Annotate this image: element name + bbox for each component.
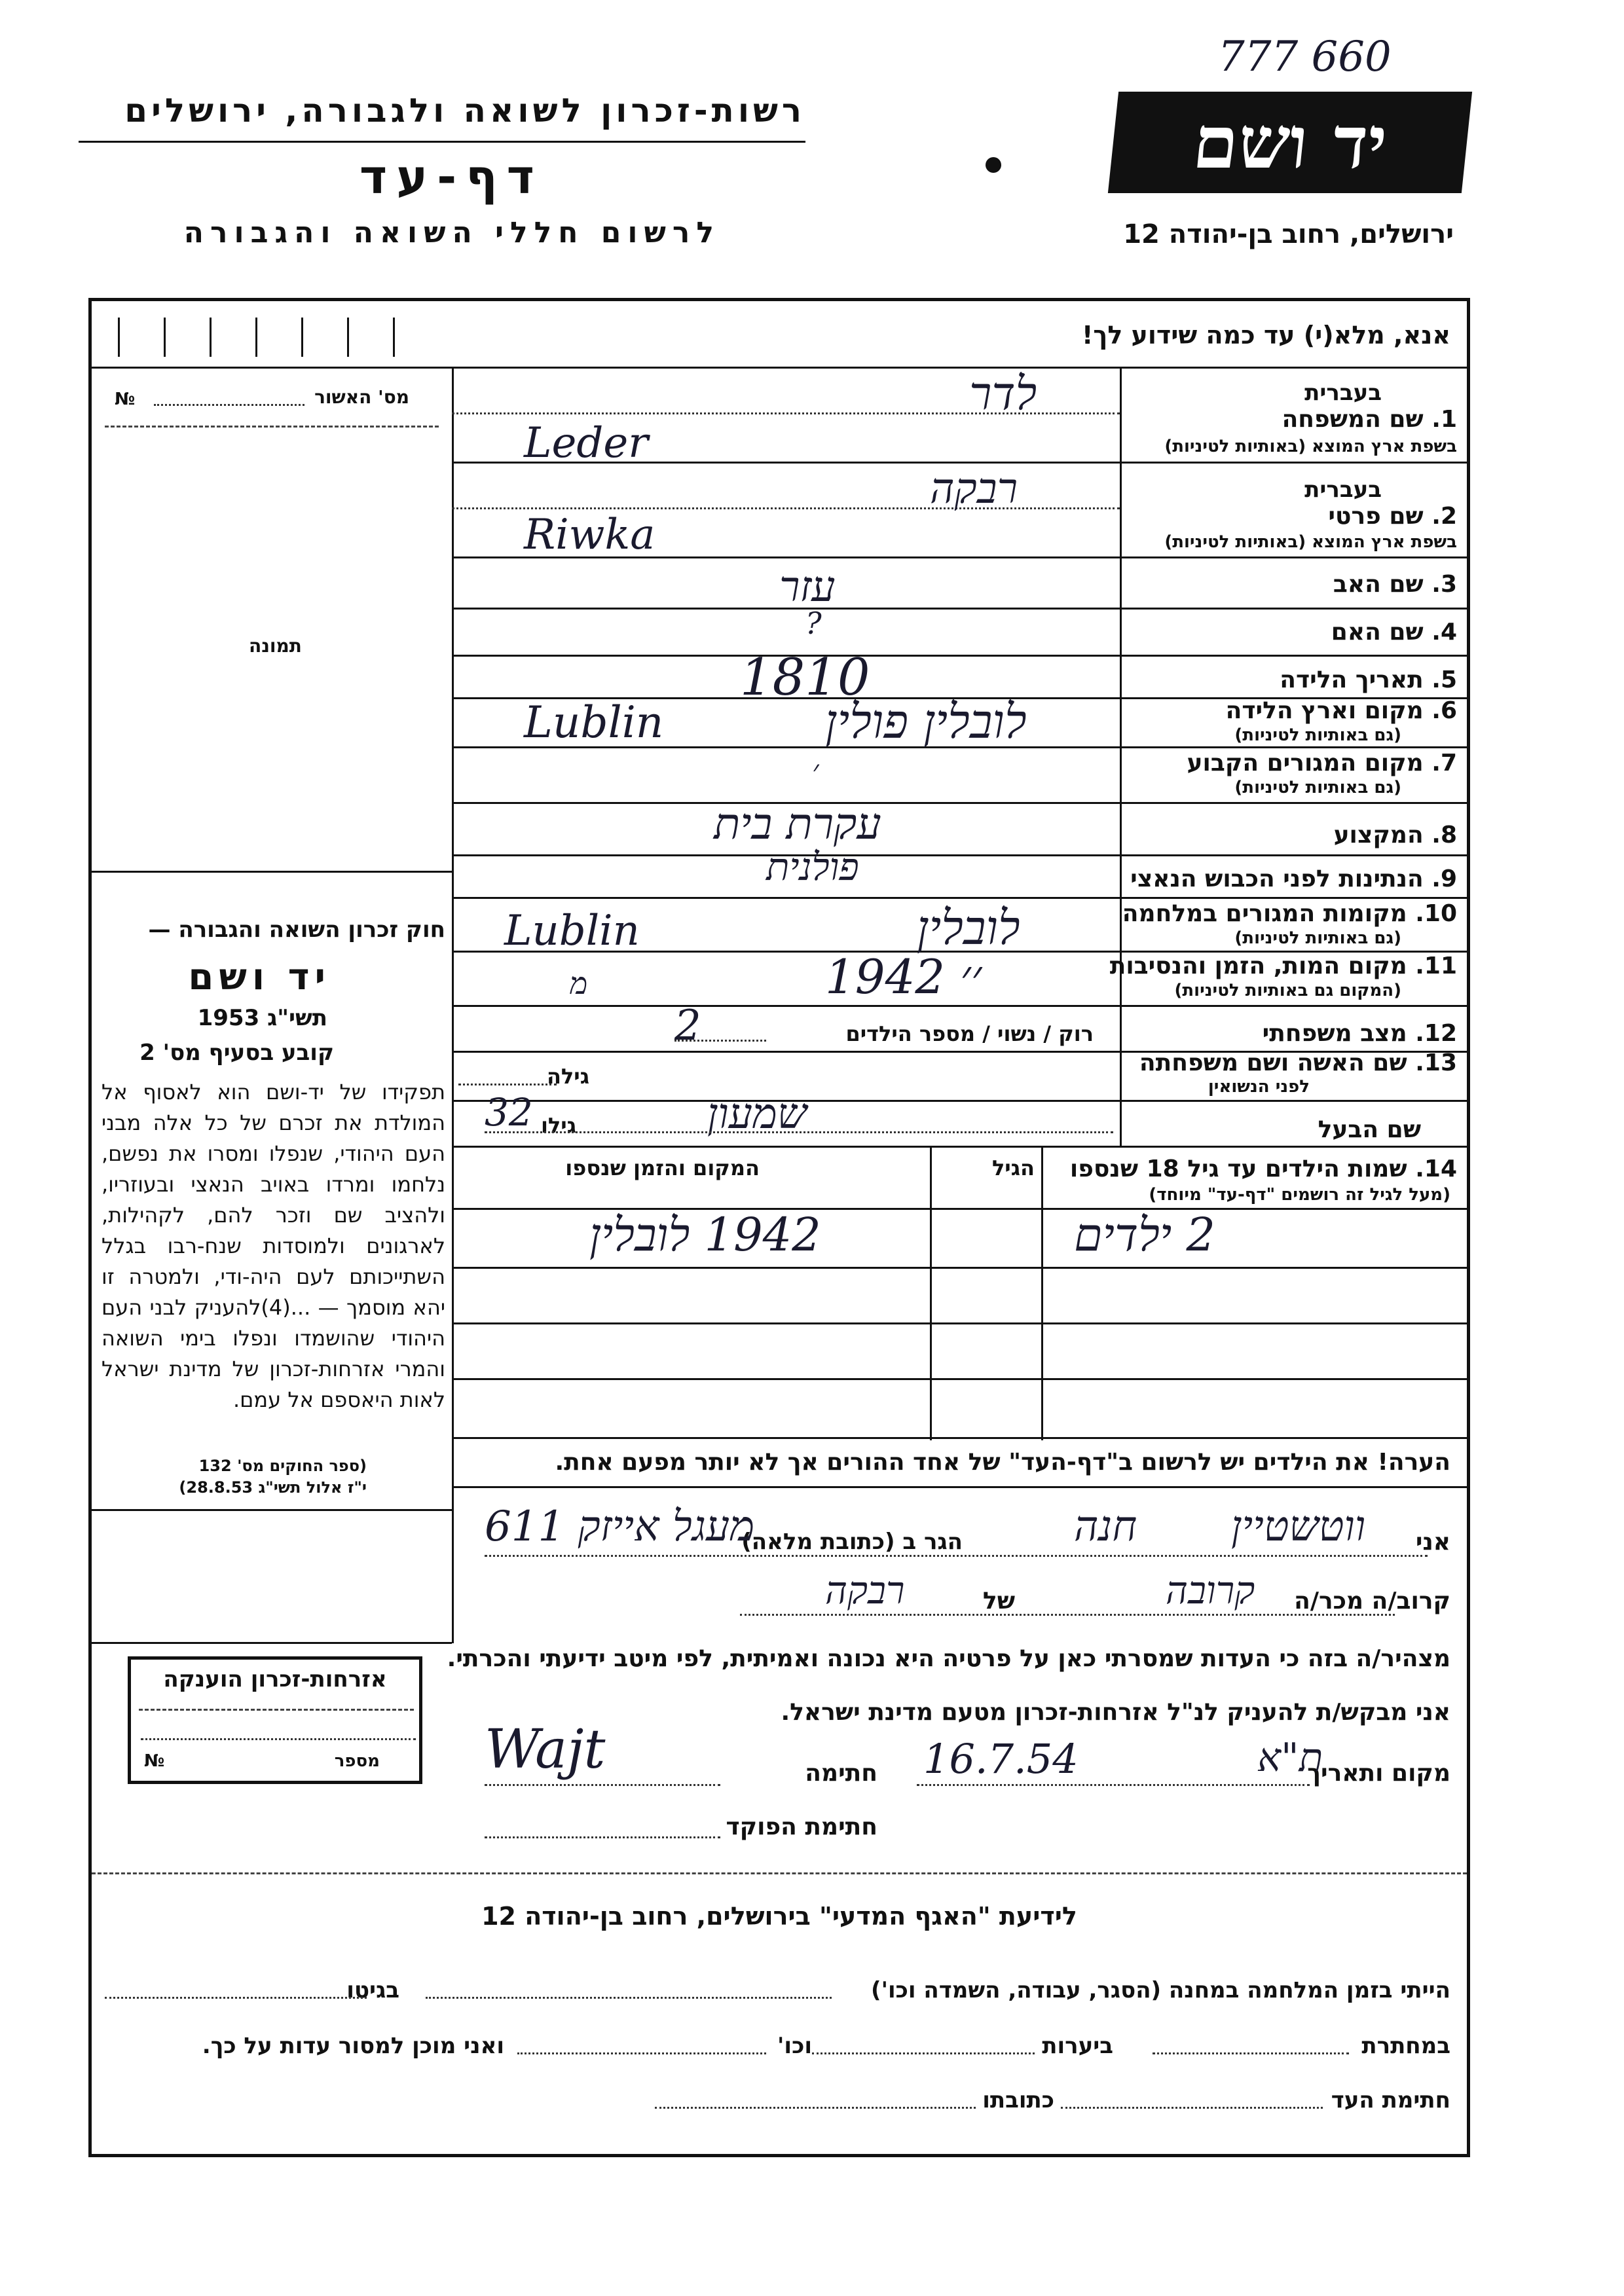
permit-no-mark: № [115, 390, 136, 409]
field-10-sub: (גם באותיות לטיניות) [1234, 928, 1401, 948]
husband-age: 32 [485, 1090, 533, 1135]
field-14-label: 14. שמות הילדים עד גיל 18 שנספו [1069, 1156, 1457, 1182]
relation-value: קרובה [1166, 1568, 1255, 1613]
field-7-label: 7. מקום המגורים הקבוע [1187, 750, 1457, 776]
law-ref-1: (ספר החוקים מס' 132 [198, 1457, 367, 1475]
field-13-sub: לפני הנשואין [1208, 1077, 1310, 1097]
birth-place-latin: Lublin [524, 697, 664, 748]
footer-witness-signature: חתימת העד [1331, 2087, 1450, 2113]
declarant-surname: ווטשטיין [1231, 1503, 1366, 1551]
relative-label: קרוב/ה מכר/ה [1294, 1588, 1450, 1614]
permit-label: מס' האשור [314, 386, 409, 408]
declare-text: מצהיר/ה בזה כי העדות שמסרתי כאן על פרטיה היא נכונה ואמיתית, לפי מיטב ידיעתי והכרתי. [447, 1645, 1450, 1672]
of-value: רבקה [825, 1568, 905, 1613]
footer-underground: במחתרת [1361, 2033, 1450, 2059]
tick-marks [92, 318, 452, 363]
field-4-label: 4. שם האם [1331, 619, 1457, 646]
child-1-place: 1942 לובלין [589, 1208, 821, 1262]
authority-name: רשות-זכרון לשואה ולגבורה, ירושלים [124, 92, 805, 130]
photo-label: תמונה [249, 635, 302, 657]
intro-text: אנא, מלא(י) עד כמה שידוע לך! [1082, 321, 1450, 350]
surname-latin: Leder [524, 419, 648, 467]
wartime-residence-hebrew: לובלין [917, 900, 1020, 955]
nationality: פולנית [766, 845, 859, 889]
field-2-label: 2. שם פרטי [1328, 503, 1457, 530]
center-dot [986, 157, 1001, 173]
col-place-header: המקום והזמן שנספו [565, 1156, 760, 1180]
form-title: דף-עד [359, 149, 544, 204]
date-value: 16.7.54 [923, 1735, 1079, 1783]
law-title: חוק זכרון השואה והגבורה — [148, 917, 445, 943]
certificate-title: אזרחות-זכרון הוענקה [163, 1666, 387, 1692]
field-14-sub: (מעל לגיל זה רושמים "דף-עד" מיוחד) [1149, 1185, 1450, 1205]
archive-number: 777 660 [1218, 33, 1392, 81]
field-1-heb-tag: בעברית [1304, 380, 1382, 406]
declarant-ani: אני [1415, 1529, 1450, 1556]
signature: Wajt [485, 1719, 606, 1781]
law-name: יד ושם [188, 956, 331, 998]
footer-willing: ואני מוכן למסור עדות על כך. [202, 2033, 504, 2059]
request-text: אני מבקש/ת להעניק לנ"ל אזרחות-זכרון מטעם מדינת ישראל. [781, 1699, 1450, 1726]
footer-forests: ביערות [1042, 2033, 1113, 2059]
child-1-name: 2 ילדים [1074, 1208, 1216, 1262]
col-age-header: הגיל [991, 1156, 1035, 1180]
footer-etc: וכו' [777, 2033, 812, 2059]
law-ref-2: י"ז אלול תשי"ג 28.8.53) [179, 1478, 367, 1497]
marital-options: רוק / נשוי / מספר הילדים [845, 1021, 1094, 1046]
field-1-sub: בשפת ארץ המוצא (באותיות לטיניות) [1164, 437, 1457, 456]
law-year: תשי"ג 1953 [197, 1005, 327, 1031]
husband-name: שמעון [707, 1090, 807, 1139]
law-text: תפקידו של יד-ושם הוא לאסוף אל המולדת את זכרם של כל אלה מבני העם היהודי, שנפלו ומסרו את נפשם, נלחמו ומרדו באויב הנאצי ובעוזריו, ולהציב שם וזכר להם, לקהילות, לארגונים ולמוסדות שנח-רבו בגלל השתייכותם לעם היה-ודי, ולמטרה זו יהא מוסמך — ...(4)להעניק לבני העם היהודי שהושמדו ונפלו בימי השואה והמרי אזרחות-זכרון של מדינת ישראל לאות היאספם אל עמם. [101, 1080, 446, 1412]
place-value: ת"א [1257, 1735, 1323, 1781]
field-2-sub: בשפת ארץ המוצא (באותיות לטיניות) [1164, 532, 1457, 552]
logo-text: יד ושם [1189, 100, 1392, 185]
birth-place-hebrew: לובלין פולין [825, 694, 1027, 749]
field-11-label: 11. מקום המות, הזמן והנסיבות [1109, 953, 1457, 979]
certificate-number-mark: № [144, 1751, 165, 1771]
mother-name: ? [805, 606, 822, 641]
father-name: עזר [779, 563, 836, 611]
field-6-sub: (גם באותיות לטיניות) [1234, 725, 1401, 745]
note-text: הערה! את הילדים יש לרשום ב"דף-העד" של אחד ההורים אך לא יותר מפעם אחת. [555, 1449, 1450, 1476]
certificate-number-label: מספר [334, 1751, 380, 1771]
declarant-address: מעגל אייזק 611 [485, 1503, 755, 1551]
of-label: של [982, 1588, 1015, 1614]
place-date-label: מקום ותאריך [1307, 1760, 1450, 1787]
children-count: 2 [674, 1002, 701, 1050]
husband-age-label: גילו [540, 1113, 576, 1138]
officer-label: חתימת הפוקד [726, 1813, 877, 1840]
wife-age-label: גילה [546, 1064, 589, 1089]
footer-ghetto: בגיטו [346, 1977, 399, 2003]
certificate-box [128, 1656, 422, 1784]
field-11-sub: (המקום גם באותיות לטיניות) [1174, 981, 1401, 1000]
firstname-hebrew: רבקה [930, 465, 1018, 513]
profession: עקרת בית [714, 799, 881, 849]
surname-hebrew: לדר [969, 367, 1037, 420]
declarant-firstname: חנה [1074, 1503, 1137, 1551]
field-10-label: 10. מקומות המגורים במלחמה [1122, 900, 1457, 927]
firstname-latin: Riwka [524, 511, 655, 559]
husband-label: שם הבעל [1318, 1116, 1421, 1143]
field-6-label: 6. מקום וארץ הלידה [1225, 697, 1457, 724]
signature-label: חתימה [805, 1760, 877, 1787]
footer-line-1: הייתי בזמן המלחמה במחנה (הסגר, עבודה, השמדה וכו') [871, 1977, 1450, 2003]
field-12-label: 12. מצב משפחתי [1262, 1020, 1457, 1047]
footer-title: לידיעת "האגף המדעי" בירושלים, רחוב בן-יהודה 12 [481, 1902, 1077, 1931]
field-13-label: 13. שם האשה ושם משפחתה [1139, 1049, 1457, 1076]
field-7-sub: (גם באותיות לטיניות) [1234, 778, 1401, 797]
death-year: 1942 ׳׳ [825, 949, 982, 1004]
yad-vashem-logo [1108, 92, 1472, 193]
field-8-label: 8. המקצוע [1333, 822, 1457, 848]
address: ירושלים, רחוב בן-יהודה 12 [1123, 219, 1454, 249]
residence-value: ׳ [812, 753, 819, 788]
field-1-label: 1. שם המשפחה [1282, 406, 1457, 433]
death-note: מ [570, 966, 588, 1001]
field-3-label: 3. שם האב [1333, 571, 1457, 598]
wartime-residence-latin: Lublin [504, 907, 640, 955]
lives-label: הגר ב (כתובת מלאה) [741, 1529, 963, 1555]
birth-date: 1810 [740, 648, 870, 707]
field-2-heb-tag: בעברית [1304, 477, 1382, 503]
law-section: קובע בסעיף מס' 2 [139, 1040, 334, 1066]
form-subtitle: לרשום חללי השואה והגבורה [183, 216, 720, 249]
field-9-label: 9. הנתינות לפני הכבוש הנאצי [1130, 866, 1457, 892]
field-5-label: 5. תאריך הלידה [1280, 666, 1457, 693]
footer-address: כתובתו [982, 2087, 1054, 2113]
